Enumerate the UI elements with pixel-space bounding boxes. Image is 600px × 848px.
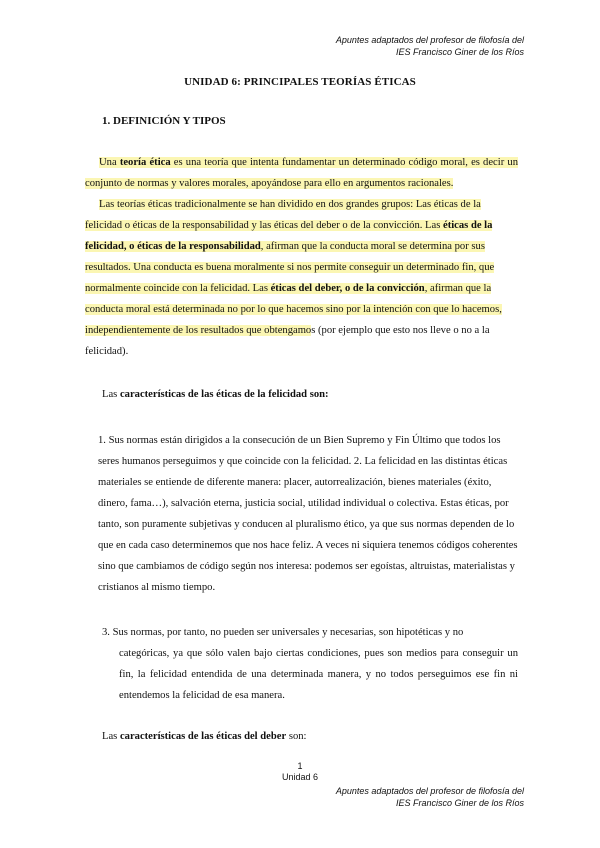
term-eticas-deber: éticas del deber, o de la convicción <box>270 283 425 294</box>
intro-paragraphs <box>85 152 518 362</box>
paragraph-types: Las teorías éticas tradicionalmente se han dividido en dos grandes grupos: Las éticas de la felicidad o éticas de la responsabilidad y las éticas del deber o de la convicción. Las éticas de la felicidad, o éticas de la responsabilidad, afirman que la conducta moral se determina por sus resultados. Una conducta es buena moralmente si nos permite conseguir un determinado fin, que normalmente coincide con la felicidad. Las éticas del deber, o de la convicción, afirman que la conducta moral está determinada no por lo que hacemos sino por la intención con que lo hacemos, independientemente de los resultados que obtengamos (por ejemplo que esto nos lleve o no a la felicidad). <box>85 199 502 357</box>
page-footer <box>0 761 600 783</box>
header-line-2: IES Francisco Giner de los Ríos <box>395 47 524 57</box>
page-number: 1 <box>297 761 303 771</box>
term-teoria-etica: teoría ética <box>119 157 171 168</box>
section-heading: 1. DEFINICIÓN Y TIPOS <box>102 115 226 127</box>
page-header <box>336 34 524 58</box>
footer-unit: Unidad 6 <box>281 772 319 782</box>
footer-line-1: Apuntes adaptados del profesor de filofosía del <box>335 786 524 796</box>
paragraph-definition: Una teoría ética es una teoría que intenta fundamentar un determinado código moral, es decir un conjunto de normas y valores morales, apoyándose para ello en argumentos racionales. <box>85 157 518 189</box>
footer-attribution <box>336 785 524 809</box>
list-item-3: 3. Sus normas, por tanto, no pueden ser universales y necesarias, son hipotéticas y no categóricas, ya que sólo valen bajo ciertas condiciones, pues son medios para conseguir un fin, la felicidad entendida de una determinada manera, y no todos perseguimos ese fin ni entendemos la felicidad de esa manera. <box>102 627 518 701</box>
lead-felicidad: Las características de las éticas de la felicidad son: <box>102 389 329 400</box>
lead-deber: Las características de las éticas del deber son: <box>102 731 307 742</box>
footer-line-2: IES Francisco Giner de los Ríos <box>395 798 524 808</box>
term-eticas-felicidad: éticas de la felicidad, o éticas de la responsabilidad <box>85 220 493 252</box>
header-line-1: Apuntes adaptados del profesor de filofosía del <box>335 35 524 45</box>
unit-title: UNIDAD 6: PRINCIPALES TEORÍAS ÉTICAS <box>184 76 416 88</box>
list-item-1: 1. Sus normas están dirigidos a la consecución de un Bien Supremo y Fin Último que todos los seres humanos perseguimos y que coincide con la felicidad. 2. La felicidad en las distintas éticas materiales se entiende de diferente manera: placer, autorrealización, bienes materiales (éxito, dinero, fama…), salvación eterna, justicia social, utilidad individual o colectiva. Estas éticas, por tanto, son puramente subjetivas y conducen al pluralismo ético, ya que sus normas dependen de lo que en cada caso determinemos que nos hace feliz. A veces ni siquiera tenemos códigos coherentes sino que cambiamos de código según nos interesa: podemos ser egoístas, altruistas, materialistas y cristianos al mismo tiempo. <box>98 435 518 593</box>
